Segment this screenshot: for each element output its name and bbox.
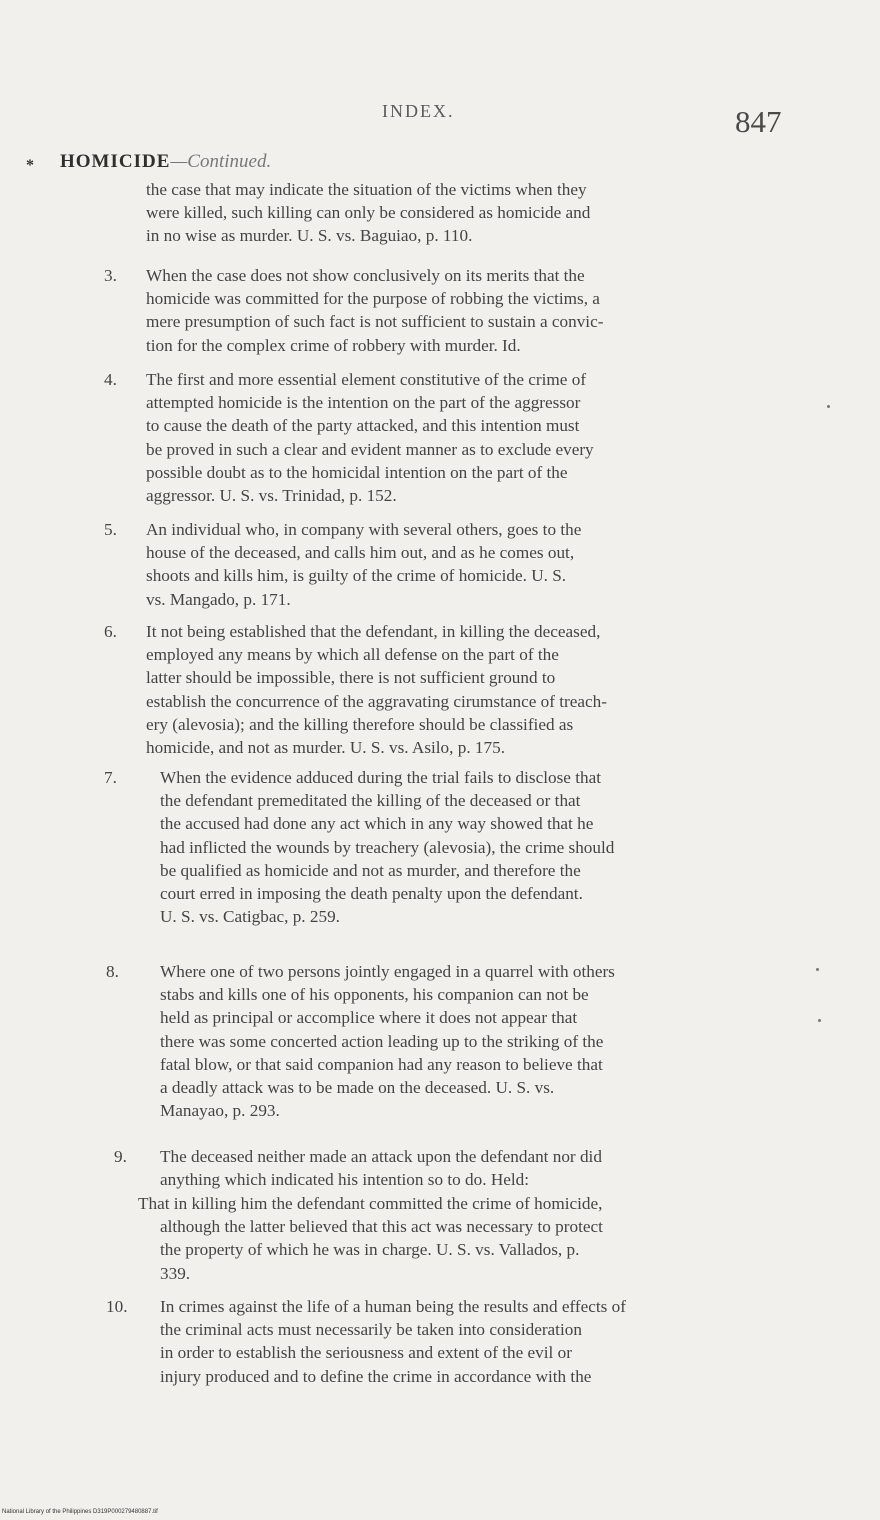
paragraph-line: homicide, and not as murder. U. S. vs. Asilo, p. 175. <box>146 738 506 758</box>
paragraph-line: be qualified as homicide and not as murder, and therefore the <box>160 860 581 880</box>
paragraph-line: there was some concerted action leading up to the striking of the <box>160 1031 604 1051</box>
paragraph-line: anything which indicated his intention so to do. Held: <box>160 1170 530 1190</box>
paragraph-line: a deadly attack was to be made on the deceased. U. S. vs. <box>160 1078 555 1098</box>
paragraph-number: 4. <box>104 370 117 389</box>
continued-label: —Continued. <box>170 151 272 172</box>
paragraph-line: shoots and kills him, is guilty of the crime of homicide. U. S. <box>146 566 567 586</box>
paragraph-line: Manayao, p. 293. <box>160 1101 280 1121</box>
paragraph-line: 339. <box>160 1263 191 1283</box>
index-paragraph <box>104 620 792 759</box>
paragraph-line: attempted homicide is the intention on the part of the aggressor <box>146 393 581 413</box>
paragraph-number: 7. <box>104 768 117 787</box>
paragraph-number: 10. <box>106 1297 128 1316</box>
index-paragraph <box>104 368 786 507</box>
paragraph-line: establish the concurrence of the aggravating cirumstance of treach- <box>146 691 607 711</box>
page-number: 847 <box>735 104 782 139</box>
paragraph-line: That in killing him the defendant committed the crime of homicide, <box>138 1194 603 1213</box>
index-paragraph <box>104 264 786 357</box>
paragraph-number: 5. <box>104 520 117 539</box>
paragraph-line: held as principal or accomplice where it does not appear that <box>160 1008 578 1028</box>
paragraph-line: U. S. vs. Catigbac, p. 259. <box>160 907 340 927</box>
index-paragraph <box>138 1192 800 1285</box>
index-paragraph <box>104 518 786 611</box>
paragraph-line: to cause the death of the party attacked, and this intention must <box>146 416 580 436</box>
index-paragraph <box>114 1145 800 1191</box>
paragraph-number: 6. <box>104 622 117 641</box>
margin-mark <box>827 405 830 408</box>
paragraph-number: 3. <box>104 266 117 285</box>
paragraph-line: latter should be impossible, there is not sufficient ground to <box>146 668 556 688</box>
paragraph-line: be proved in such a clear and evident manner as to exclude every <box>146 439 594 459</box>
paragraph-line: mere presumption of such fact is not sufficient to sustain a convic- <box>146 312 604 332</box>
paragraph-number: 9. <box>114 1147 127 1166</box>
paragraph-line: the property of which he was in charge. U. S. vs. Vallados, p. <box>160 1240 580 1260</box>
paragraph-line: had inflicted the wounds by treachery (alevosia), the crime should <box>160 837 615 857</box>
entry-headword <box>60 151 271 173</box>
index-paragraph <box>104 766 800 928</box>
paragraph-line: injury produced and to define the crime in accordance with the <box>160 1366 592 1386</box>
paragraph-line: When the evidence adduced during the trial fails to disclose that <box>160 768 601 787</box>
paragraph-line: the case that may indicate the situation of the victims when they <box>146 180 587 199</box>
paragraph-line: aggressor. U. S. vs. Trinidad, p. 152. <box>146 486 397 506</box>
paragraph-line: vs. Mangado, p. 171. <box>146 589 291 609</box>
margin-mark <box>818 1019 821 1022</box>
paragraph-line: Where one of two persons jointly engaged in a quarrel with others <box>160 962 615 981</box>
paragraph-line: the criminal acts must necessarily be taken into consideration <box>160 1320 582 1340</box>
paragraph-line: tion for the complex crime of robbery with murder. Id. <box>146 335 521 355</box>
paragraph-number: 8. <box>106 962 119 981</box>
margin-mark <box>816 968 819 971</box>
paragraph-line: It not being established that the defendant, in killing the deceased, <box>146 622 601 641</box>
paragraph-line: homicide was committed for the purpose of robbing the victims, a <box>146 289 600 309</box>
paragraph-line: ery (alevosia); and the killing therefore should be classified as <box>146 714 574 734</box>
paragraph-line: were killed, such killing can only be considered as homicide and <box>146 203 591 223</box>
paragraph-line: in no wise as murder. U. S. vs. Baguiao, p. 110. <box>146 226 473 246</box>
headword-text: HOMICIDE <box>60 151 171 172</box>
index-paragraph <box>146 178 786 248</box>
paragraph-line: although the latter believed that this act was necessary to protect <box>160 1217 603 1237</box>
paragraph-line: When the case does not show conclusively on its merits that the <box>146 266 585 285</box>
paragraph-line: in order to establish the seriousness and extent of the evil or <box>160 1343 572 1363</box>
paragraph-line: An individual who, in company with several others, goes to the <box>146 520 582 539</box>
paragraph-line: The first and more essential element constitutive of the crime of <box>146 370 587 389</box>
paragraph-line: the accused had done any act which in any way showed that he <box>160 814 594 834</box>
paragraph-line: possible doubt as to the homicidal intention on the part of the <box>146 462 568 482</box>
paragraph-line: In crimes against the life of a human being the results and effects of <box>160 1297 626 1316</box>
paragraph-line: The deceased neither made an attack upon the defendant nor did <box>160 1147 602 1166</box>
paragraph-line: stabs and kills one of his opponents, his companion can not be <box>160 985 589 1005</box>
scan-credit: National Library of the Philippines D319P000279480887.tif <box>2 1509 158 1515</box>
paragraph-line: employed any means by which all defense on the part of the <box>146 645 559 665</box>
entry-marker: * <box>26 157 34 174</box>
index-paragraph <box>106 960 800 1122</box>
paragraph-line: court erred in imposing the death penalty upon the defendant. <box>160 884 583 904</box>
running-header: INDEX. <box>382 101 455 121</box>
paragraph-line: the defendant premeditated the killing of the deceased or that <box>160 791 581 811</box>
paragraph-line: house of the deceased, and calls him out, and as he comes out, <box>146 543 575 563</box>
index-paragraph <box>106 1295 804 1388</box>
paragraph-line: fatal blow, or that said companion had any reason to believe that <box>160 1054 603 1074</box>
